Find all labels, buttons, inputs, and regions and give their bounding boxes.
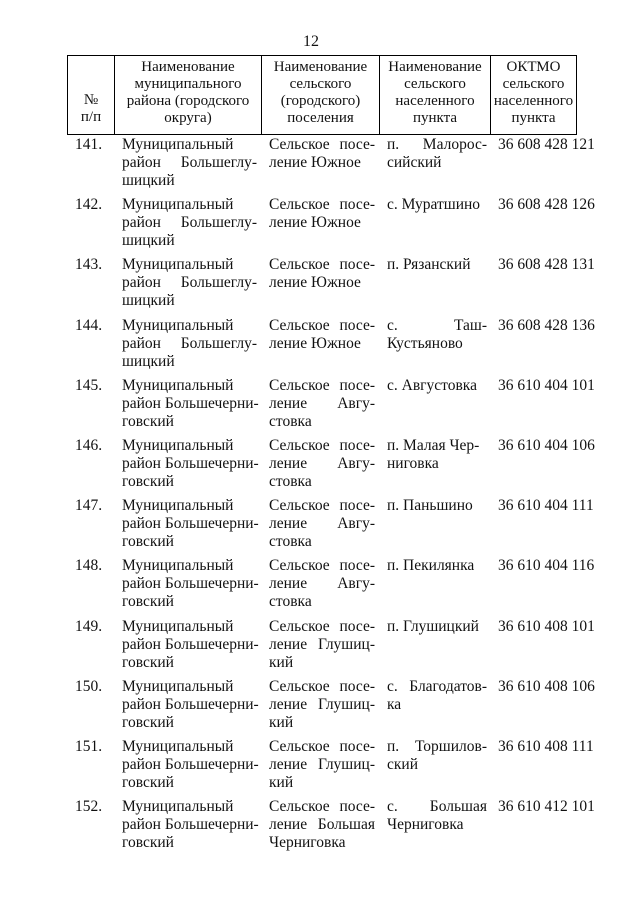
row-punkt-line: п. Торшилов- xyxy=(387,738,487,755)
row-number: 142. xyxy=(75,196,103,213)
row-punkt xyxy=(387,437,487,473)
row-number: 148. xyxy=(75,557,103,574)
row-punkt-line: с. Августовка xyxy=(387,377,477,394)
row-rayon-line: район Большечерни- xyxy=(122,756,259,773)
row-rayon xyxy=(122,317,257,371)
row-poselenie-line: стовка xyxy=(269,533,312,550)
row-poselenie-line: стовка xyxy=(269,413,312,430)
row-poselenie-line: кий xyxy=(269,774,294,791)
row-rayon-line: район Большеглу- xyxy=(122,214,257,231)
row-punkt xyxy=(387,497,487,515)
page-number: 12 xyxy=(303,33,319,50)
row-poselenie-line: Сельское посе- xyxy=(269,497,375,514)
row-poselenie xyxy=(269,798,375,852)
row-poselenie xyxy=(269,738,375,792)
table-header xyxy=(67,55,577,135)
row-punkt-line: с. Большая xyxy=(387,798,487,815)
row-rayon-line: шицкий xyxy=(122,172,175,189)
row-rayon-line: говский xyxy=(122,473,174,490)
row-punkt xyxy=(387,196,487,214)
row-poselenie xyxy=(269,317,375,353)
row-punkt-line: с. Муратшино xyxy=(387,196,481,213)
row-punkt-line: ка xyxy=(387,696,402,713)
row-oktmo: 36 608 428 126 xyxy=(498,196,595,213)
table-row xyxy=(67,377,597,437)
row-poselenie-line: ление Южное xyxy=(269,154,361,171)
row-poselenie-line: стовка xyxy=(269,593,312,610)
row-poselenie-line: Черниговка xyxy=(269,834,346,851)
row-rayon-line: говский xyxy=(122,834,174,851)
table-row xyxy=(67,136,597,196)
header-oktmo: ОКТМО сельского населенного пункта xyxy=(493,59,574,126)
row-rayon-line: Муниципальный xyxy=(122,497,234,514)
row-oktmo: 36 610 404 116 xyxy=(498,557,595,574)
row-oktmo: 36 610 404 101 xyxy=(498,377,595,394)
header-num: № п/п xyxy=(68,56,115,134)
row-rayon-line: Муниципальный xyxy=(122,557,234,574)
row-poselenie xyxy=(269,678,375,732)
row-rayon xyxy=(122,557,257,611)
row-poselenie-line: ление Южное xyxy=(269,335,361,352)
table-row xyxy=(67,557,597,617)
row-poselenie xyxy=(269,437,375,491)
row-rayon-line: Муниципальный xyxy=(122,377,234,394)
row-punkt-line: сийский xyxy=(387,154,442,171)
header-poselenie: Наименование сельского (городского) поселения xyxy=(262,56,380,134)
row-poselenie xyxy=(269,136,375,172)
row-punkt xyxy=(387,557,487,575)
row-poselenie-line: Сельское посе- xyxy=(269,256,375,273)
table-row xyxy=(67,437,597,497)
row-rayon-line: Муниципальный xyxy=(122,618,234,635)
row-rayon xyxy=(122,618,257,672)
row-rayon-line: Муниципальный xyxy=(122,798,234,815)
row-poselenie xyxy=(269,377,375,431)
row-number: 141. xyxy=(75,136,103,153)
row-punkt xyxy=(387,256,487,274)
row-punkt-line: п. Малая Чер- xyxy=(387,437,480,454)
row-number: 143. xyxy=(75,256,103,273)
row-rayon xyxy=(122,377,257,431)
row-rayon-line: говский xyxy=(122,774,174,791)
row-punkt-line: п. Пекилянка xyxy=(387,557,475,574)
row-rayon xyxy=(122,136,257,190)
row-rayon xyxy=(122,798,257,852)
table-row xyxy=(67,798,597,858)
row-punkt xyxy=(387,798,487,834)
row-punkt-line: п. Глушицкий xyxy=(387,618,479,635)
row-rayon-line: говский xyxy=(122,413,174,430)
row-poselenie-line: стовка xyxy=(269,473,312,490)
row-poselenie-line: ление Авгу- xyxy=(269,575,375,592)
row-punkt-line: Кустьяново xyxy=(387,335,463,352)
table-row xyxy=(67,618,597,678)
row-punkt-line: п. Рязанский xyxy=(387,256,471,273)
row-number: 151. xyxy=(75,738,103,755)
row-poselenie-line: ление Авгу- xyxy=(269,395,375,412)
row-punkt-line: п. Малорос- xyxy=(387,136,487,153)
row-number: 144. xyxy=(75,317,103,334)
row-rayon-line: Муниципальный xyxy=(122,317,234,334)
row-poselenie-line: Сельское посе- xyxy=(269,437,375,454)
row-rayon-line: Муниципальный xyxy=(122,437,234,454)
row-oktmo: 36 610 408 106 xyxy=(498,678,595,695)
row-rayon xyxy=(122,678,257,732)
row-punkt-line: с. Благодатов- xyxy=(387,678,487,695)
row-punkt-line: ский xyxy=(387,756,418,773)
row-oktmo: 36 608 428 121 xyxy=(498,136,595,153)
row-rayon-line: говский xyxy=(122,593,174,610)
row-rayon-line: шицкий xyxy=(122,232,175,249)
row-rayon-line: Муниципальный xyxy=(122,738,234,755)
row-rayon-line: Муниципальный xyxy=(122,256,234,273)
row-poselenie-line: ление Южное xyxy=(269,214,361,231)
row-poselenie-line: ление Южное xyxy=(269,274,361,291)
row-rayon-line: район Большеглу- xyxy=(122,154,257,171)
row-rayon-line: район Большечерни- xyxy=(122,575,259,592)
row-poselenie-line: кий xyxy=(269,654,294,671)
row-poselenie-line: ление Глушиц- xyxy=(269,756,375,773)
row-rayon-line: говский xyxy=(122,533,174,550)
row-number: 150. xyxy=(75,678,103,695)
row-rayon-line: район Большечерни- xyxy=(122,816,259,833)
row-rayon xyxy=(122,738,257,792)
row-oktmo: 36 610 408 101 xyxy=(498,618,595,635)
row-poselenie-line: Сельское посе- xyxy=(269,317,375,334)
table-row xyxy=(67,678,597,738)
row-punkt-line: п. Паньшино xyxy=(387,497,473,514)
row-punkt xyxy=(387,136,487,172)
row-poselenie-line: Сельское посе- xyxy=(269,738,375,755)
table-row xyxy=(67,317,597,377)
row-poselenie-line: кий xyxy=(269,714,294,731)
row-poselenie-line: Сельское посе- xyxy=(269,196,375,213)
row-poselenie xyxy=(269,497,375,551)
row-poselenie-line: Сельское посе- xyxy=(269,678,375,695)
row-rayon-line: Муниципальный xyxy=(122,196,234,213)
row-rayon-line: говский xyxy=(122,654,174,671)
table-row xyxy=(67,738,597,798)
row-oktmo: 36 608 428 131 xyxy=(498,256,595,273)
row-poselenie-line: Сельское посе- xyxy=(269,798,375,815)
table-row xyxy=(67,497,597,557)
table-row xyxy=(67,256,597,316)
row-number: 149. xyxy=(75,618,103,635)
row-rayon-line: шицкий xyxy=(122,353,175,370)
row-poselenie-line: Сельское посе- xyxy=(269,557,375,574)
row-poselenie xyxy=(269,557,375,611)
row-rayon-line: Муниципальный xyxy=(122,678,234,695)
row-rayon-line: район Большечерни- xyxy=(122,395,259,412)
row-oktmo: 36 608 428 136 xyxy=(498,317,595,334)
row-rayon-line: район Большечерни- xyxy=(122,515,259,532)
row-number: 146. xyxy=(75,437,103,454)
row-poselenie-line: ление Большая xyxy=(269,816,375,833)
row-punkt xyxy=(387,738,487,774)
row-rayon-line: район Большеглу- xyxy=(122,274,257,291)
row-rayon-line: район Большечерни- xyxy=(122,636,259,653)
table-row xyxy=(67,196,597,256)
row-poselenie-line: ление Авгу- xyxy=(269,455,375,472)
row-rayon-line: район Большечерни- xyxy=(122,455,259,472)
row-poselenie-line: ление Глушиц- xyxy=(269,636,375,653)
row-rayon-line: район Большеглу- xyxy=(122,335,257,352)
row-poselenie-line: Сельское посе- xyxy=(269,377,375,394)
row-oktmo: 36 610 412 101 xyxy=(498,798,595,815)
row-rayon xyxy=(122,437,257,491)
row-punkt-line: с. Таш- xyxy=(387,317,487,334)
row-poselenie-line: ление Авгу- xyxy=(269,515,375,532)
row-rayon-line: Муниципальный xyxy=(122,136,234,153)
row-poselenie xyxy=(269,196,375,232)
row-oktmo: 36 610 404 111 xyxy=(498,497,594,514)
header-punkt: Наименование сельского населенного пункта xyxy=(380,56,491,134)
row-number: 145. xyxy=(75,377,103,394)
row-poselenie xyxy=(269,256,375,292)
row-punkt xyxy=(387,317,487,353)
row-punkt-line: Черниговка xyxy=(387,816,464,833)
row-punkt xyxy=(387,377,487,395)
row-poselenie xyxy=(269,618,375,672)
row-rayon xyxy=(122,497,257,551)
row-oktmo: 36 610 408 111 xyxy=(498,738,594,755)
header-rayon: Наименование муниципального района (городского округа) xyxy=(115,56,262,134)
row-poselenie-line: Сельское посе- xyxy=(269,136,375,153)
row-poselenie-line: ление Глушиц- xyxy=(269,696,375,713)
row-punkt xyxy=(387,618,487,636)
row-rayon-line: говский xyxy=(122,714,174,731)
row-oktmo: 36 610 404 106 xyxy=(498,437,595,454)
row-punkt-line: ниговка xyxy=(387,455,439,472)
row-punkt xyxy=(387,678,487,714)
row-rayon-line: шицкий xyxy=(122,292,175,309)
row-poselenie-line: Сельское посе- xyxy=(269,618,375,635)
row-rayon xyxy=(122,256,257,310)
row-rayon-line: район Большечерни- xyxy=(122,696,259,713)
row-rayon xyxy=(122,196,257,250)
row-number: 147. xyxy=(75,497,103,514)
row-number: 152. xyxy=(75,798,103,815)
